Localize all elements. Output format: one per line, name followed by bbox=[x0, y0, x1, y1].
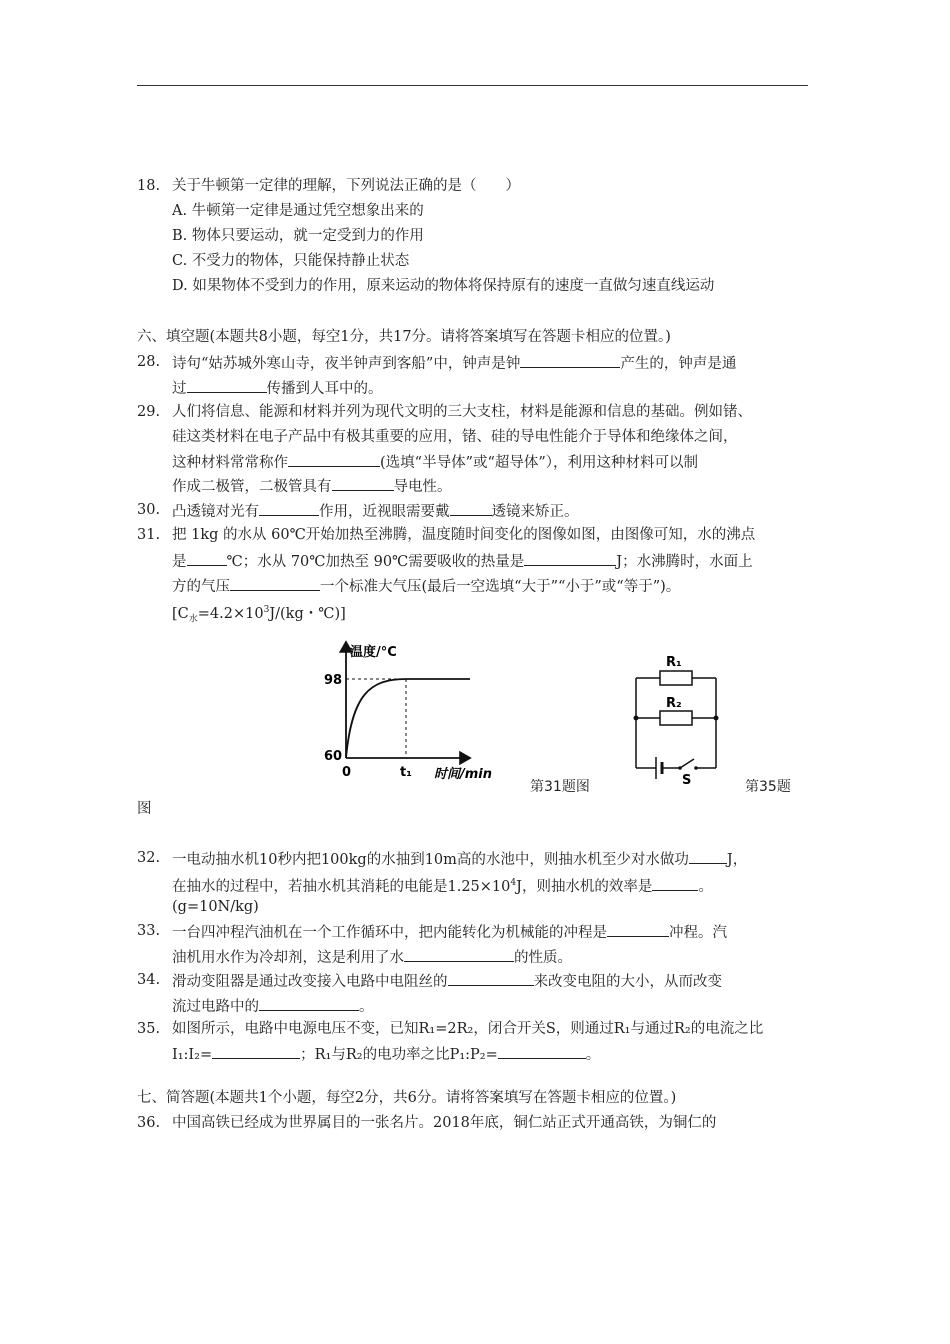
q34-number: 34. bbox=[137, 972, 161, 988]
fig31-tick-60: 60 bbox=[324, 749, 343, 764]
q33-number: 33. bbox=[137, 923, 161, 939]
q31-line4: [$C_水=4.2\times 10^3J/(kg$・℃)] bbox=[172, 605, 346, 625]
q35-number: 35. bbox=[137, 1021, 161, 1037]
q31-blank-3[interactable] bbox=[230, 575, 320, 591]
q31-blank-1[interactable] bbox=[187, 550, 227, 566]
q30-number: 30. bbox=[137, 502, 161, 518]
junction-right bbox=[714, 716, 719, 721]
q36-line1: 中国高铁已经成为世界属目的一张名片。2018年底，铜仁站正式开通高铁，为铜仁的 bbox=[172, 1115, 717, 1131]
q36-number: 36. bbox=[137, 1115, 161, 1131]
q29-number: 29. bbox=[137, 404, 161, 420]
q35-blank-2[interactable] bbox=[498, 1043, 586, 1059]
fig35-label-r2: R₂ bbox=[666, 696, 682, 711]
fig31-temperature-curve bbox=[346, 679, 470, 758]
fig31-caption: 第31题图 bbox=[530, 779, 590, 795]
q29-blank-2[interactable] bbox=[332, 475, 394, 491]
q28-blank-2[interactable] bbox=[187, 377, 267, 393]
q31-line1: 把 1kg 的水从 60℃开始加热至沸腾，温度随时间变化的图像如图，由图像可知，水的沸点 bbox=[172, 527, 756, 543]
fig31-tick-t1: t₁ bbox=[400, 765, 412, 780]
fig31-xlabel: 时间/min bbox=[434, 767, 493, 782]
q35-line2: I₁:I₂= ；R₁与R₂的电功率之比P₁:P₂= 。 bbox=[172, 1043, 600, 1065]
q18-number: 18. bbox=[137, 178, 161, 194]
resistor-r2 bbox=[660, 711, 692, 725]
q18-option-c: C. 不受力的物体，只能保持静止状态 bbox=[172, 253, 410, 269]
q32-blank-1[interactable] bbox=[689, 848, 727, 864]
header-rule bbox=[137, 85, 808, 86]
q18-option-a: A. 牛顿第一定律是通过凭空想象出来的 bbox=[172, 203, 424, 219]
q31-line2: 是 ℃；水从 70℃加热至 90℃需要吸收的热量是 J；水沸腾时，水面上 bbox=[172, 550, 753, 572]
fig31-ylabel: 温度/°C bbox=[350, 645, 397, 660]
q28-line2: 过 传播到人耳中的。 bbox=[172, 377, 383, 399]
q35-line1: 如图所示，电路中电源电压不变，已知R₁=2R₂，闭合开关S，则通过R₁与通过R₂的电流之比 bbox=[172, 1021, 764, 1037]
q34-line1: 滑动变阻器是通过改变接入电路中电阻丝的 来改变电阻的大小，从而改变 bbox=[172, 970, 722, 992]
section6-title: 六、填空题(本题共8小题，每空1分，共17分。请将答案填写在答题卡相应的位置。) bbox=[137, 329, 671, 345]
q34-line2: 流过电路中的 。 bbox=[172, 995, 374, 1017]
fig31-graph bbox=[318, 636, 518, 786]
junction-left bbox=[634, 716, 639, 721]
q29-line3: 这种材料常常称作 (选填“半导体”或“超导体”），利用这种材料可以制 bbox=[172, 451, 698, 473]
fig35-caption-cont: 图 bbox=[137, 801, 152, 817]
fig35-label-r1: R₁ bbox=[666, 655, 682, 670]
q29-line1: 人们将信息、能源和材料并列为现代文明的三大支柱，材料是能源和信息的基础。例如锗、 bbox=[172, 404, 752, 420]
section7-title: 七、简答题(本题共1个小题，每空2分，共6分。请将答案填写在答题卡相应的位置。) bbox=[137, 1090, 677, 1106]
q29-line4: 作成二极管，二极管具有 导电性。 bbox=[172, 475, 452, 497]
q31-line3: 方的气压 一个标准大气压(最后一空选填“大于”“小于”或“等于”)。 bbox=[172, 575, 680, 597]
q30-line1: 凸透镜对光有 作用，近视眼需要戴 透镜来矫正。 bbox=[172, 500, 579, 522]
q34-blank-2[interactable] bbox=[259, 995, 359, 1011]
q35-blank-1[interactable] bbox=[212, 1043, 300, 1059]
q34-blank-1[interactable] bbox=[448, 970, 534, 986]
q18-option-b: B. 物体只要运动，就一定受到力的作用 bbox=[172, 228, 424, 244]
fig35-label-s: S bbox=[682, 773, 692, 785]
q32-blank-2[interactable] bbox=[652, 875, 698, 891]
q28-line1: 诗句“姑苏城外寒山寺，夜半钟声到客船”中，钟声是钟 产生的，钟声是通 bbox=[172, 352, 736, 374]
q33-line1: 一台四冲程汽油机在一个工作循环中，把内能转化为机械能的冲程是 冲程。汽 bbox=[172, 921, 727, 943]
resistor-r1 bbox=[660, 671, 692, 685]
q29-line2: 硅这类材料在电子产品中有极其重要的应用，锗、硅的导电性能介于导体和绝缘体之间， bbox=[172, 429, 738, 445]
fig31-tick-98: 98 bbox=[324, 673, 343, 688]
switch-s bbox=[680, 759, 694, 768]
q32-line1: 一电动抽水机10秒内把100kg的水抽到10m高的水池中，则抽水机至少对水做功 J， bbox=[172, 848, 747, 870]
q18-option-d: D. 如果物体不受到力的作用，原来运动的物体将保持原有的速度一直做匀速直线运动 bbox=[172, 278, 715, 294]
fig31-origin: 0 bbox=[342, 765, 352, 780]
q28-number: 28. bbox=[137, 354, 161, 370]
fig35-circuit bbox=[630, 640, 726, 785]
q31-blank-2[interactable] bbox=[524, 550, 616, 566]
q32-line2: 在抽水的过程中，若抽水机其消耗的电能是$1.25\times 10^4J$，则抽水机的效率是 。 bbox=[172, 873, 713, 897]
q32-line3: (g=10N/kg) bbox=[172, 899, 259, 915]
q32-number: 32. bbox=[137, 850, 161, 866]
q29-blank-1[interactable] bbox=[288, 451, 380, 467]
q18-stem: 关于牛顿第一定律的理解，下列说法正确的是（ ） bbox=[172, 178, 520, 194]
q33-blank-1[interactable] bbox=[607, 921, 669, 937]
fig35-caption: 第35题 bbox=[745, 779, 791, 795]
q30-blank-2[interactable] bbox=[450, 500, 492, 516]
q30-blank-1[interactable] bbox=[259, 500, 319, 516]
q33-blank-2[interactable] bbox=[404, 946, 514, 962]
q31-number: 31. bbox=[137, 527, 161, 543]
q33-line2: 油机用水作为冷却剂，这是利用了水 的性质。 bbox=[172, 946, 572, 968]
q28-blank-1[interactable] bbox=[520, 352, 620, 368]
